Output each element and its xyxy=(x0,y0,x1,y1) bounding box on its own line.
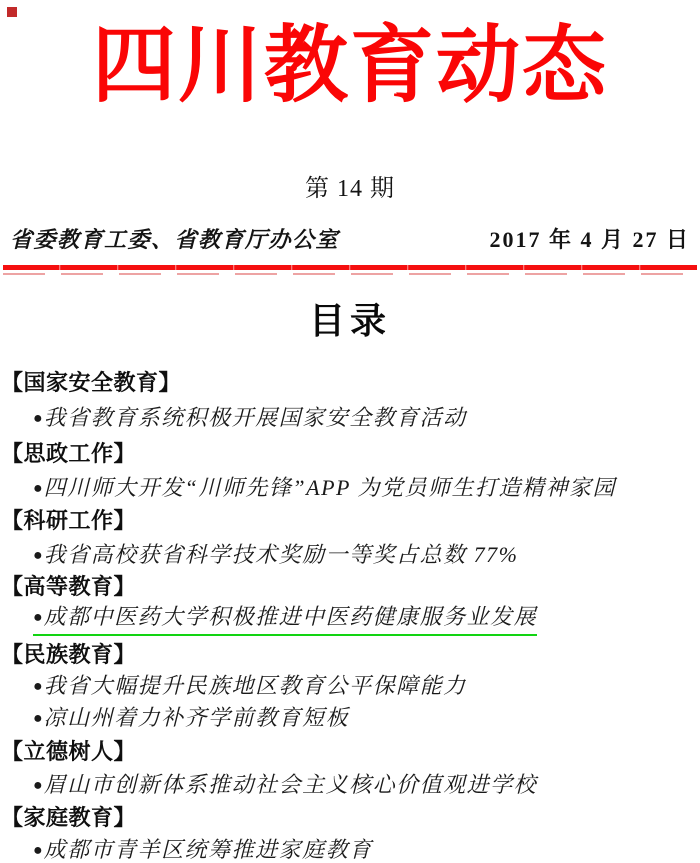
organization-name: 省委教育工委、省教育厅办公室 xyxy=(10,226,340,252)
publish-date: 2017 年 4 月 27 日 xyxy=(489,226,690,252)
toc-section-heading-ethnic-education: 【民族教育】 xyxy=(1,642,137,667)
bullet-icon: ● xyxy=(33,777,43,794)
toc-item xyxy=(33,771,537,799)
toc-item xyxy=(33,474,616,502)
page-title: 四川教育动态 xyxy=(91,20,608,113)
toc-section-heading-higher-education: 【高等教育】 xyxy=(1,574,137,599)
toc-item-text: 成都市青羊区统筹推进家庭教育 xyxy=(43,837,373,862)
toc-item-text: 眉山市创新体系推动社会主义核心价值观进学校 xyxy=(43,772,538,797)
toc-section-heading-ideology-work: 【思政工作】 xyxy=(1,441,137,466)
toc-item xyxy=(33,672,467,700)
corner-red-square-mark xyxy=(7,7,17,17)
red-divider-rule xyxy=(3,265,697,270)
toc-section-heading-family-education: 【家庭教育】 xyxy=(1,805,137,830)
toc-item xyxy=(33,541,519,569)
toc-item-text: 我省高校获省科学技术奖励一等奖占总数 77% xyxy=(43,542,519,567)
masthead-info-row xyxy=(10,222,690,254)
toc-title: 目录 xyxy=(308,301,391,341)
toc-item-text: 四川师大开发“川师先锋”APP 为党员师生打造精神家园 xyxy=(43,475,617,500)
toc-item-text: 成都中医药大学积极推进中医药健康服务业发展 xyxy=(43,604,538,629)
red-divider-rule-shadow xyxy=(3,273,697,275)
toc-section-heading-national-security: 【国家安全教育】 xyxy=(1,370,182,395)
toc-item xyxy=(33,836,373,863)
toc-item-text: 我省教育系统积极开展国家安全教育活动 xyxy=(43,405,467,430)
toc-item-highlighted xyxy=(33,603,537,631)
bullet-icon: ● xyxy=(33,842,43,859)
toc-item xyxy=(33,704,349,732)
toc-section-heading-moral-education: 【立德树人】 xyxy=(1,739,137,764)
bullet-icon: ● xyxy=(33,609,43,626)
bullet-icon: ● xyxy=(33,710,43,727)
toc-section-heading-research-work: 【科研工作】 xyxy=(1,508,137,533)
bullet-icon: ● xyxy=(33,547,43,564)
bullet-icon: ● xyxy=(33,480,43,497)
bullet-icon: ● xyxy=(33,678,43,695)
issue-number: 第 14 期 xyxy=(305,176,395,202)
toc-item-text: 我省大幅提升民族地区教育公平保障能力 xyxy=(43,673,467,698)
green-underline-entry xyxy=(33,603,537,636)
toc-item xyxy=(33,404,467,432)
bullet-icon: ● xyxy=(33,410,43,427)
toc-item-text: 凉山州着力补齐学前教育短板 xyxy=(43,705,350,730)
